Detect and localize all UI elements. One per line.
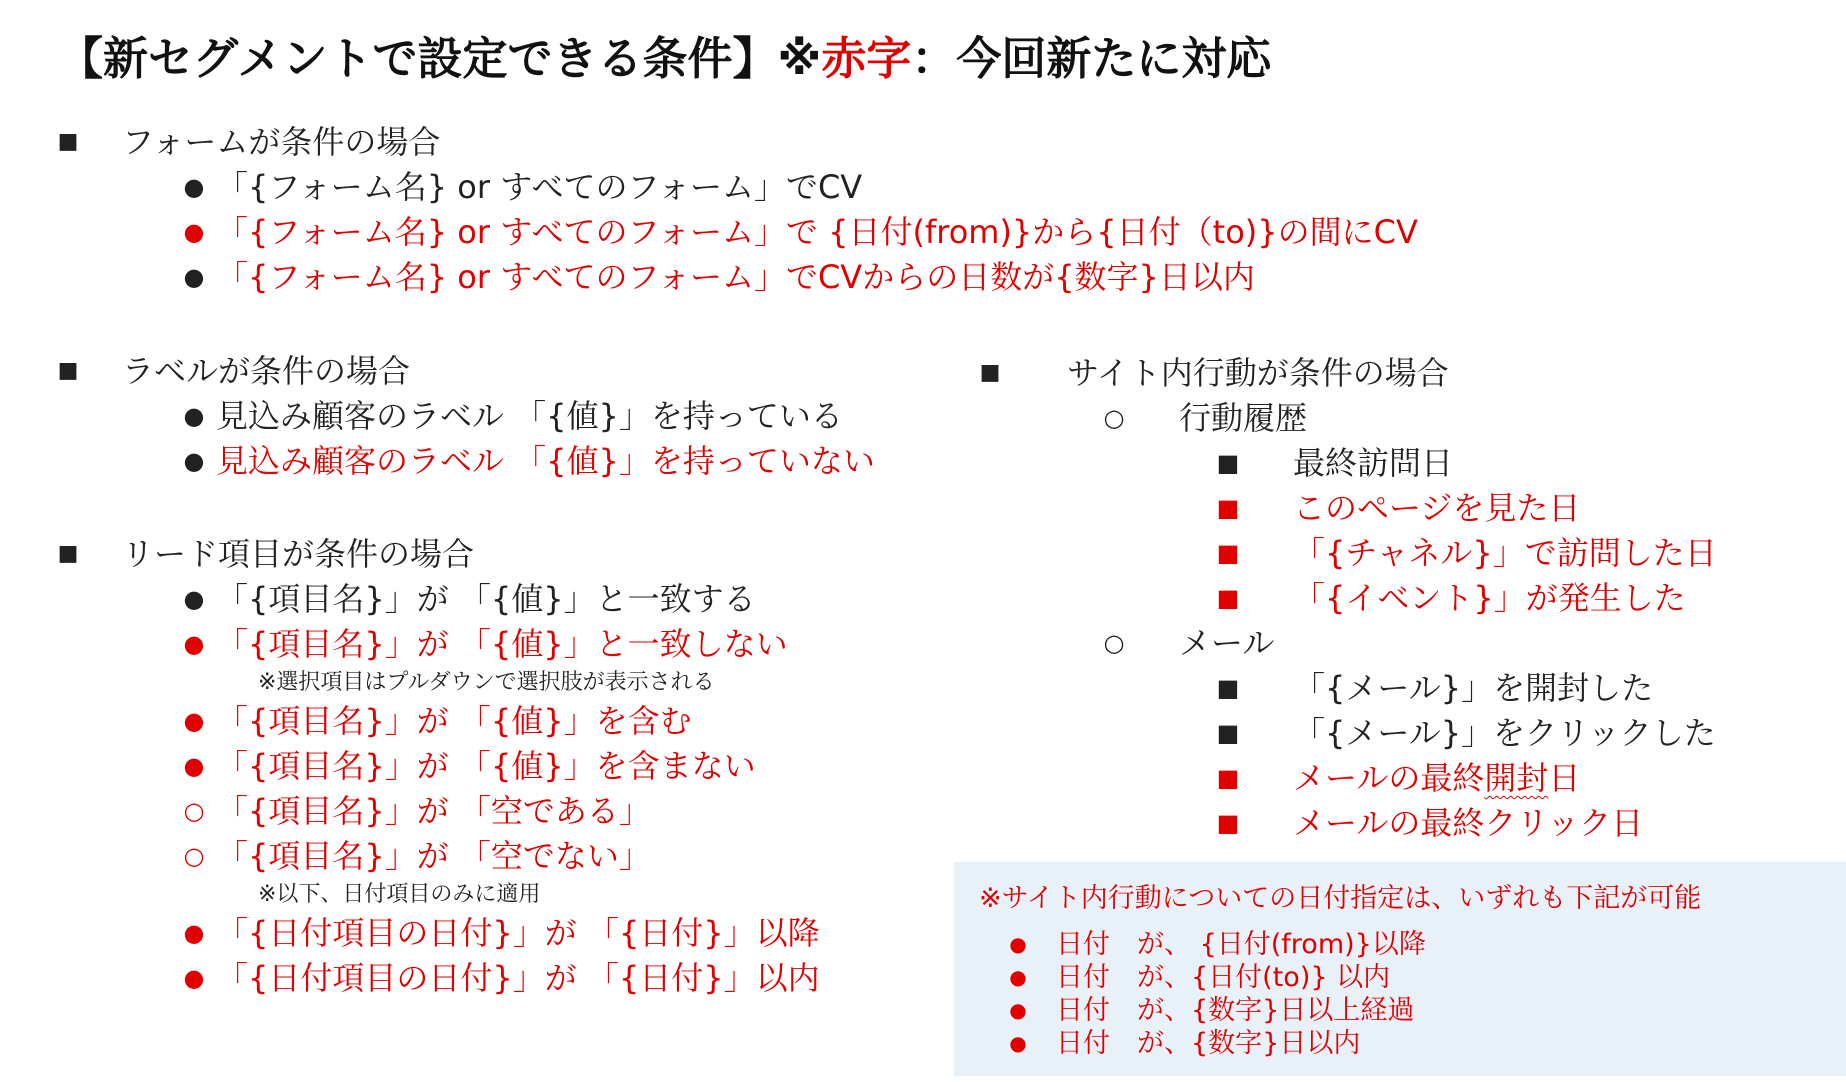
disc-bullet-icon: ● <box>183 964 205 992</box>
list-item-text: 「{フォーム名} or すべてのフォーム」でCV <box>216 168 863 206</box>
square-bullet-icon: ■ <box>1216 539 1240 567</box>
list-item-text: 「{メール}」を開封した <box>1293 669 1654 707</box>
square-bullet-icon: ■ <box>1216 764 1240 792</box>
disc-bullet-icon: ● <box>1009 932 1027 956</box>
spellcheck-underlined-word: 開封 <box>1484 759 1549 797</box>
list-item-text: 「{項目名}」が 「空である」 <box>216 792 651 830</box>
disc-bullet-icon: ● <box>183 707 205 735</box>
disc-bullet-icon: ● <box>183 173 205 201</box>
disc-bullet-icon: ● <box>1009 965 1027 989</box>
list-item-text: 日付 が、 {日付(from)}以降 <box>1056 929 1426 960</box>
list-item-text <box>1293 756 1580 801</box>
note-text: ※選択項目はプルダウンで選択肢が表示される <box>258 670 715 695</box>
list-item <box>68 789 651 834</box>
square-bullet-icon: ■ <box>979 360 1001 385</box>
square-bullet-icon: ■ <box>1216 674 1240 702</box>
list-item <box>68 911 820 956</box>
square-bullet-icon: ■ <box>57 129 79 154</box>
list-item <box>68 622 788 667</box>
list-item-text: 見込み顧客のラベル 「{値}」を持っていない <box>216 442 875 480</box>
lead-heading-row <box>57 531 525 577</box>
square-bullet-icon: ■ <box>1216 719 1240 747</box>
list-item-text: 「{メール}」をクリックした <box>1293 714 1716 752</box>
form-heading: フォームが条件の場合 <box>122 123 441 161</box>
list-item-text: 「{項目名}」が 「空でない」 <box>216 837 651 875</box>
list-item-text: 日付 が、{数字}日以内 <box>1056 1028 1361 1059</box>
list-item-text: 「{チャネル}」で訪問した日 <box>1293 534 1717 572</box>
disc-bullet-icon: ● <box>183 752 205 780</box>
note-text: ※以下、日付項目のみに適用 <box>258 882 541 907</box>
list-item <box>68 577 756 622</box>
list-item-text: 「{項目名}」が 「{値}」を含まない <box>216 747 756 785</box>
square-bullet-icon: ■ <box>1216 494 1240 522</box>
text-part: 日 <box>1548 759 1581 797</box>
list-item-text: 最終訪問日 <box>1293 444 1454 482</box>
title-red-word: 赤字 <box>821 32 912 85</box>
title-main: 【新セグメントで設定できる条件】※ <box>58 32 822 85</box>
list-item-text: 「{項目名}」が 「{値}」を含む <box>216 702 692 740</box>
disc-bullet-icon: ● <box>1009 1031 1027 1055</box>
list-item-text: 「{項目名}」が 「{値}」と一致する <box>216 580 756 618</box>
group-label: 行動履歴 <box>1179 399 1308 437</box>
date-spec-callout <box>954 862 1846 1076</box>
list-item-text: 「{イベント}」が発生した <box>1293 579 1686 617</box>
square-bullet-icon: ■ <box>1216 584 1240 612</box>
circle-bullet-icon: ○ <box>1103 629 1125 657</box>
list-item-text: 「{フォーム名} or すべてのフォーム」でCVからの日数が{数字}日以内 <box>216 258 1255 296</box>
list-item-text: 見込み顧客のラベル 「{値}」を持っている <box>216 397 843 435</box>
disc-bullet-icon: ● <box>183 402 205 430</box>
list-item <box>68 699 692 744</box>
site-heading: サイト内行動が条件の場合 <box>1067 354 1449 392</box>
page-title <box>58 22 1271 87</box>
text-part: メールの最終 <box>1293 759 1485 797</box>
list-item-text: メールの最終クリック日 <box>1293 804 1644 842</box>
label-heading: ラベルが条件の場合 <box>122 352 411 390</box>
square-bullet-icon: ■ <box>1216 809 1240 837</box>
list-item-text: 日付 が、{日付(to)} 以内 <box>1056 962 1391 993</box>
list-item <box>68 744 756 789</box>
circle-bullet-icon: ○ <box>183 797 205 825</box>
lead-section <box>57 531 820 1001</box>
list-item-text: 「{日付項目の日付}」が 「{日付}」以降 <box>216 914 820 952</box>
list-item-text: 日付 が、{数字}日以上経過 <box>1056 995 1415 1026</box>
callout-heading: ※サイト内行動についての日付指定は、いずれも下記が可能 <box>979 883 1702 914</box>
list-item-text: このページを見た日 <box>1293 489 1581 527</box>
title-suffix: ：今回新たに対応 <box>911 32 1272 85</box>
circle-bullet-icon: ○ <box>183 842 205 870</box>
list-item <box>68 956 820 1001</box>
square-bullet-icon: ■ <box>1216 449 1240 477</box>
list-item-text: 「{日付項目の日付}」が 「{日付}」以内 <box>216 959 820 997</box>
square-bullet-icon: ■ <box>57 541 79 566</box>
disc-bullet-icon: ● <box>183 630 205 658</box>
circle-bullet-icon: ○ <box>1103 404 1125 432</box>
square-bullet-icon: ■ <box>57 358 79 383</box>
disc-bullet-icon: ● <box>183 585 205 613</box>
disc-bullet-icon: ● <box>183 447 205 475</box>
disc-bullet-icon: ● <box>183 218 205 246</box>
group-label: メール <box>1179 624 1275 662</box>
list-item-text: 「{フォーム名} or すべてのフォーム」で {日付(from)}から{日付（to)}の間にCV <box>216 213 1418 251</box>
disc-bullet-icon: ● <box>183 263 205 291</box>
disc-bullet-icon: ● <box>183 919 205 947</box>
list-item <box>68 834 651 879</box>
lead-heading: リード項目が条件の場合 <box>122 535 475 573</box>
list-item-text: 「{項目名}」が 「{値}」と一致しない <box>216 625 788 663</box>
disc-bullet-icon: ● <box>1009 998 1027 1022</box>
